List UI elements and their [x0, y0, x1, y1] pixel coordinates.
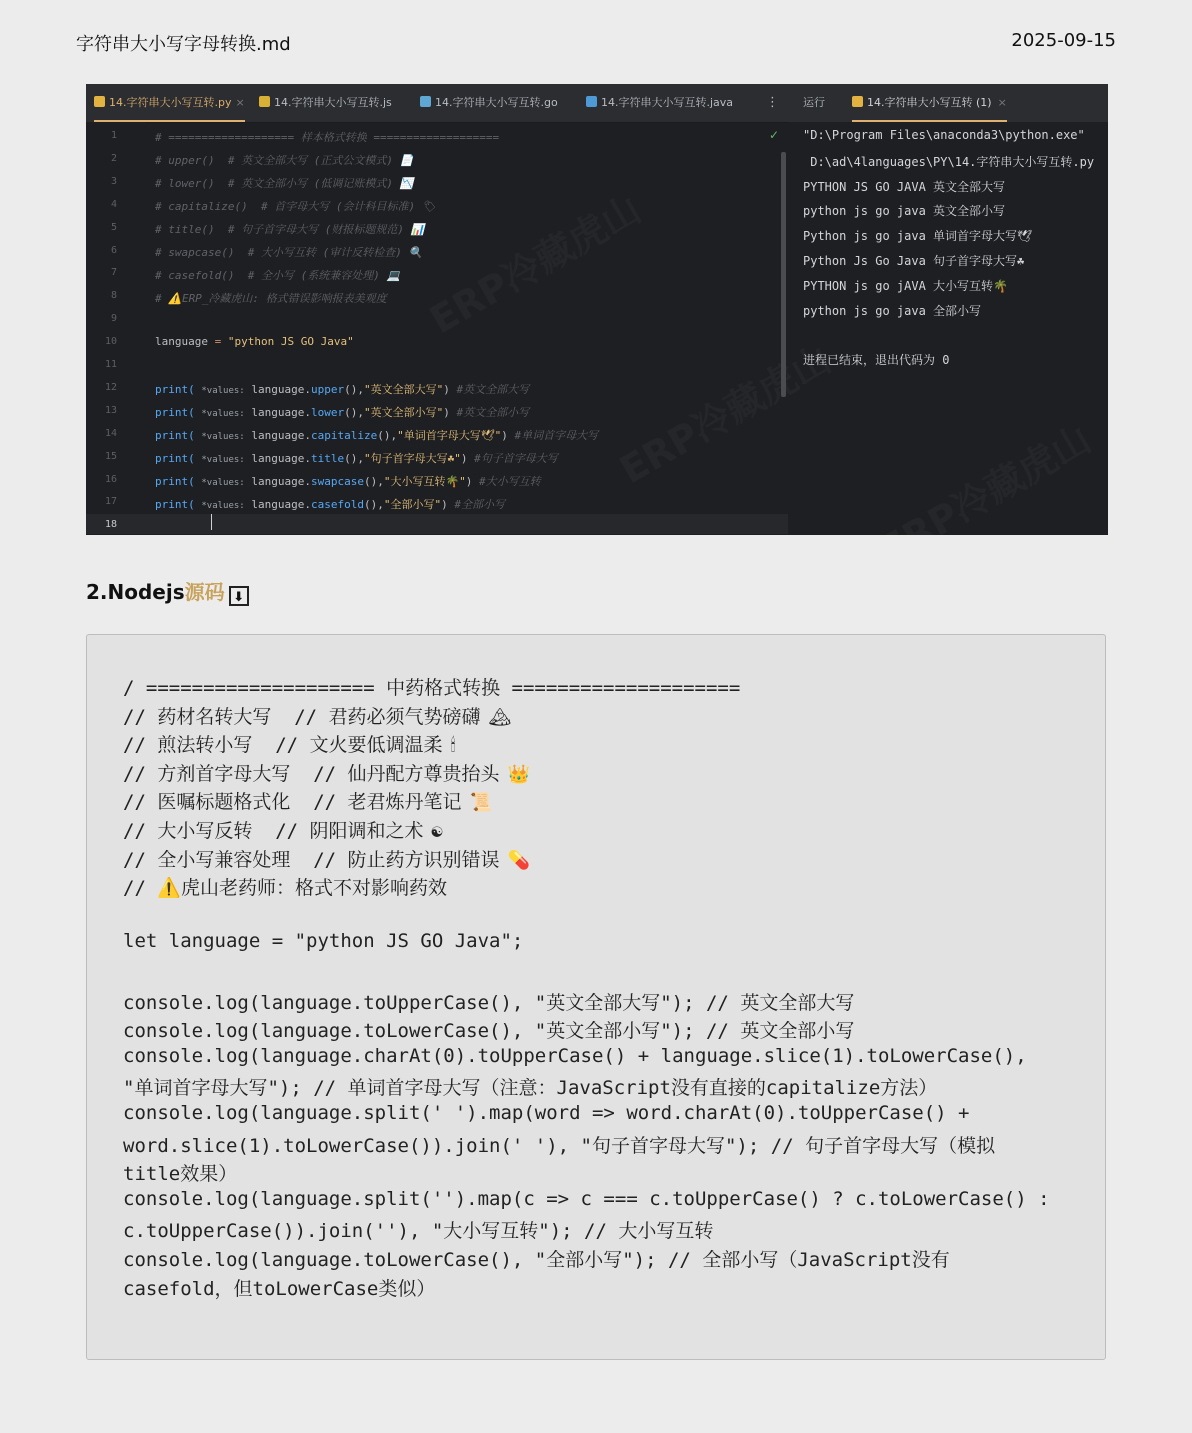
- go-file-icon: [420, 96, 431, 107]
- watermark: [418, 179, 649, 344]
- close-icon[interactable]: ×: [997, 96, 1007, 109]
- code-block-line: // ⚠️虎山老药师：格式不对影响药效: [123, 877, 447, 900]
- run-output-line: D:\ad\4languages\PY\14.字符串大小写互转.py: [803, 154, 1095, 169]
- code-block-line: word.slice(1).toLowerCase()).join(' '), "句子首字母大写"); // 句子首字母大写（模拟: [123, 1134, 996, 1157]
- line-number: 2: [110, 152, 117, 164]
- code-block-line: casefold，但toLowerCase类似）: [123, 1277, 436, 1300]
- code-comment: # capitalize() # 首字母大写 (会计科目标准) 🏷: [155, 200, 436, 213]
- line-number: 16: [104, 473, 117, 485]
- line-number: 14: [104, 427, 117, 439]
- code-comment: # upper() # 英文全部大写 (正式公文模式) 📄: [155, 154, 414, 167]
- code-comment: # title() # 句子首字母大写 (财报标题规范) 📊: [155, 223, 425, 236]
- run-output-line: Python js go java 单词首字母大写🕊: [803, 229, 1033, 244]
- watermark: [868, 409, 1099, 535]
- code-print-line: print( *values: language.swapcase(),"大小写互转🌴") #大小写互转: [155, 474, 541, 488]
- code-print-line: print( *values: language.casefold(),"全部小写") #全部小写: [155, 497, 505, 511]
- code-block-line: console.log(language.toLowerCase(), "全部小写"); // 全部小写（JavaScript没有: [123, 1249, 950, 1271]
- document-title: 字符串大小写字母转换.md: [76, 34, 291, 55]
- download-box-icon: ⬇: [229, 586, 249, 606]
- document-date: 2025-09-15: [1011, 30, 1116, 51]
- line-number: 5: [110, 221, 117, 233]
- emoji-icon: 👑: [507, 763, 530, 785]
- tab-go[interactable]: 14.字符串大小写互转.go: [420, 84, 558, 122]
- run-output-line: python js go java 英文全部小写: [803, 204, 1006, 219]
- line-number: 13: [104, 404, 117, 416]
- code-print-line: print( *values: language.upper(),"英文全部大写") #英文全部大写: [155, 383, 530, 396]
- editor-scrollbar[interactable]: [781, 152, 786, 397]
- line-number: 11: [104, 359, 117, 370]
- line-number: 15: [104, 450, 117, 462]
- text-cursor: [211, 514, 212, 530]
- code-block-line: // 大小写反转 // 阴阳调和之术 ☯: [123, 820, 443, 842]
- run-output-line: PYTHON JS GO JAVA 英文全部大写: [803, 179, 1006, 194]
- line-number: 3: [110, 175, 117, 187]
- code-block-line: console.log(language.split(' ').map(word => word.charAt(0).toUpperCase() +: [123, 1102, 970, 1124]
- js-file-icon: [259, 96, 270, 107]
- more-tabs-icon[interactable]: ⋮: [766, 95, 779, 110]
- code-block-line: // 医嘱标题格式化 // 老君炼丹笔记 📜: [123, 791, 492, 814]
- code-block-line: console.log(language.charAt(0).toUpperCase() + language.slice(1).toLowerCase(),: [123, 1044, 1027, 1067]
- line-number: 10: [104, 336, 117, 348]
- run-label: 运行: [803, 96, 825, 109]
- code-block-line: "单词首字母大写"); // 单词首字母大写（注意：JavaScript没有直接的capitalize方法）: [123, 1077, 938, 1100]
- emoji-icon: 💊: [507, 849, 530, 871]
- line-number: 9: [110, 313, 117, 325]
- run-output-line: Python Js Go Java 句子首字母大写☘: [803, 254, 1025, 268]
- run-output-line: PYTHON js go jAVA 大小写互转🌴: [803, 278, 1008, 293]
- run-output-line: "D:\Program Files\anaconda3\python.exe": [803, 128, 1085, 142]
- line-number: 4: [110, 198, 117, 210]
- editor-tab-bar: [86, 84, 788, 123]
- code-comment: # swapcase() # 大小写互转 (审计反转检查) 🔍: [155, 246, 423, 259]
- run-output-line: 进程已结束，退出代码为 0: [803, 353, 950, 368]
- java-file-icon: [586, 96, 597, 107]
- section-heading: 2.Nodejs源码 ⬇: [86, 576, 249, 606]
- emoji-icon: 🏔: [488, 706, 512, 728]
- python-file-icon: [852, 96, 863, 107]
- code-comment: # lower() # 英文全部小写 (低调记账模式) 📉: [155, 177, 414, 190]
- emoji-icon: 📜: [469, 792, 492, 814]
- line-number: 18: [104, 519, 117, 531]
- code-comment: # ⚠️ERP_冷藏虎山: 格式错误影响报表美观度: [155, 292, 387, 305]
- code-assignment: language = "python JS GO Java": [155, 335, 354, 348]
- code-print-line: print( *values: language.title(),"句子首字母大写☘") #句子首字母大写: [155, 451, 558, 465]
- run-tab[interactable]: 14.字符串大小写互转 (1) ×: [852, 84, 1007, 122]
- run-tool-window-header: [788, 84, 1108, 122]
- close-icon[interactable]: ×: [235, 96, 245, 109]
- tab-py[interactable]: 14.字符串大小写互转.py ×: [94, 84, 245, 122]
- emoji-icon: ☯: [431, 821, 443, 842]
- line-number: 6: [110, 244, 117, 256]
- line-number: 17: [104, 496, 117, 508]
- line-number: 1: [110, 130, 117, 141]
- code-block: [86, 634, 1106, 1360]
- code-block-line: console.log(language.toLowerCase(), "英文全部小写"); // 英文全部小写: [123, 1020, 855, 1043]
- code-print-line: print( *values: language.capitalize(),"单词首字母大写🕊") #单词首字母大写: [155, 428, 599, 442]
- check-icon: ✓: [769, 128, 780, 142]
- code-block-line: / ==================== 中药格式转换 ====================: [123, 677, 741, 699]
- emoji-icon: 🕯: [450, 735, 456, 757]
- code-print-line: print( *values: language.lower(),"英文全部小写") #英文全部小写: [155, 405, 530, 419]
- code-block-line: console.log(language.toUpperCase(), "英文全部大写"); // 英文全部大写: [123, 991, 855, 1014]
- current-line-highlight: [86, 514, 788, 534]
- code-block-line: let language = "python JS GO Java";: [123, 930, 524, 953]
- python-file-icon: [94, 96, 105, 107]
- code-block-line: // 药材名转大写 // 君药必须气势磅礴 🏔: [123, 705, 512, 728]
- code-comment: # =================== 样本格式转换 ===================: [155, 131, 500, 144]
- code-block-line: console.log(language.split('').map(c => c === c.toUpperCase() ? c.toLowerCase() :: [123, 1187, 1050, 1210]
- ide-screenshot: [86, 84, 1108, 535]
- code-block-line: title效果）: [123, 1163, 238, 1186]
- code-block-line: c.toUpperCase()).join(''), "大小写互转"); // 大小写互转: [123, 1220, 714, 1243]
- line-number: 7: [110, 267, 117, 279]
- code-comment: # casefold() # 全小写 (系统兼容处理) 💻: [155, 269, 401, 282]
- tab-js[interactable]: 14.字符串大小写互转.js: [259, 84, 392, 122]
- run-output-line: python js go java 全部小写: [803, 303, 982, 318]
- code-block-line: // 全小写兼容处理 // 防止药方识别错误 💊: [123, 848, 530, 871]
- tab-java[interactable]: 14.字符串大小写互转.java: [586, 84, 733, 122]
- line-number: 12: [104, 381, 117, 393]
- line-number: 8: [110, 290, 117, 302]
- code-block-line: // 煎法转小写 // 文火要低调温柔 🕯: [123, 734, 456, 757]
- code-block-line: // 方剂首字母大写 // 仙丹配方尊贵抬头 👑: [123, 762, 530, 785]
